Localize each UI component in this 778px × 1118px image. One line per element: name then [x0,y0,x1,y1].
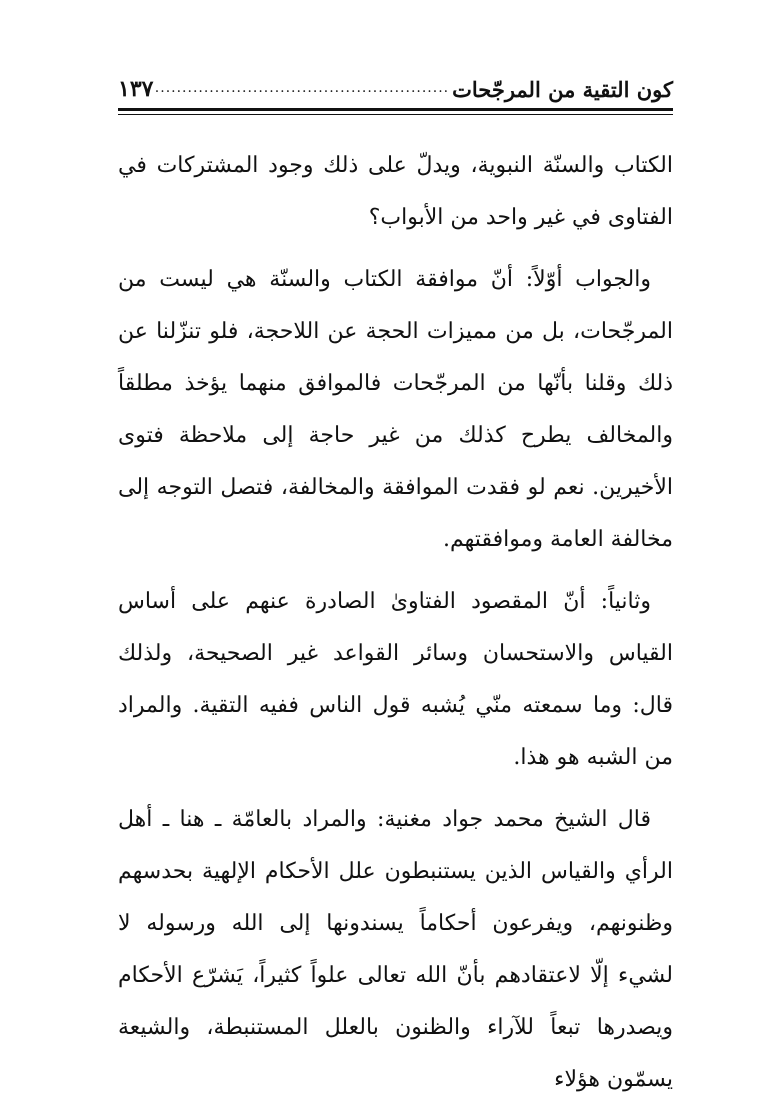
header-rule-thick [118,108,673,111]
paragraph-gap [118,566,673,576]
header-rule-thin [118,114,673,115]
paragraph-2: والجواب أوّلاً: أنّ موافقة الكتاب والسنّة هي ليست من المرجّحات، بل من مميزات الحجة عن اللاحجة، فلو تنزّلنا عن ذلك وقلنا بأنّها من المرجّحات فالموافق منهما يؤخذ مطلقاً والمخالف يطرح كذلك من غير حاجة إلى ملاحظة فتوى الأخيرين. نعم لو فقدت الموافقة والمخالفة، فتصل التوجه إلى مخالفة العامة وموافقتهم. [118,267,673,552]
page-number: ١٣٧ [118,76,154,102]
paragraph-gap [118,784,673,794]
running-header [118,66,673,102]
paragraph-4: قال الشيخ محمد جواد مغنية: والمراد بالعامّة ـ هنا ـ أهل الرأي والقياس الذين يستنبطون علل الأحكام الإلهية بحدسهم وظنونهم، ويفرعون أحكاماً يسندونها إلى الله ورسوله لا لشيء إلّا لاعتقادهم بأنّ الله تعالى علواً كثيراً، يَشرّع الأحكام ويصدرها تبعاً للآراء والظنون بالعلل المستنبطة، والشيعة يسمّون هؤلاء [118,807,673,1092]
running-header-title: كون التقية من المرجّحات [452,77,673,102]
dot-leader [156,80,449,96]
body-text [118,140,673,1106]
paragraph-gap [118,244,673,254]
paragraph-1: الكتاب والسنّة النبوية، ويدلّ على ذلك وجود المشتركات في الفتاوى في غير واحد من الأبواب؟ [118,153,673,230]
paragraph-3: وثانياً: أنّ المقصود الفتاوىٰ الصادرة عنهم على أساس القياس والاستحسان وسائر القواعد غير الصحيحة، ولذلك قال: وما سمعته منّي يُشبه قول الناس ففيه التقية. والمراد من الشبه هو هذا. [118,589,673,770]
